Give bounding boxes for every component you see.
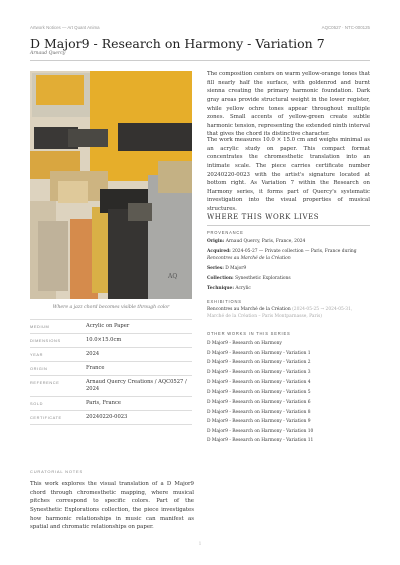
acquired-label: Acquired:: [207, 249, 231, 254]
other-work-link[interactable]: D Major9 - Research on Harmony - Variation 5: [207, 390, 311, 395]
spec-label: YEAR: [30, 352, 43, 358]
breadcrumb: Artwork Notices — Art Quant Anima: [30, 25, 100, 30]
artist-name: Arnaud Quercy: [30, 51, 66, 56]
spec-value: 2024: [86, 351, 100, 358]
svg-text:AQ: AQ: [168, 273, 178, 280]
header-divider: [30, 60, 370, 61]
collection-label: Collection:: [207, 276, 234, 281]
exhibition-detail: (2024-05-25 → 2024-05-31, Marché de la Création – Paris Montparnasse, Paris): [207, 307, 353, 319]
curatorial-notes-text: This work explores the visual translation of a D Major9 chord through chromesthetic mapping, where musical pitches correspond to specific colors. Part of the Synesthetic Explorations collection, the piece investigates how harmonic relationships in music can manifest as spatial and chromatic relationships on paper.: [30, 481, 194, 531]
spec-row: [30, 396, 192, 410]
artwork-caption: Where a jazz chord becomes visible through color: [52, 305, 170, 310]
acquired-event: Rencontres au Marché de la Création: [207, 255, 291, 261]
technique-value: Acrylic: [235, 286, 251, 291]
spec-label: DIMENSIONS: [30, 338, 61, 344]
other-work-link[interactable]: D Major9 - Research on Harmony - Variation 3: [207, 370, 311, 375]
other-work-link[interactable]: D Major9 - Research on Harmony - Variation 10: [207, 429, 314, 434]
spec-value: Paris, France: [86, 400, 121, 407]
spec-label: ORIGIN: [30, 366, 48, 372]
other-work-link[interactable]: D Major9 - Research on Harmony - Variation 9: [207, 419, 311, 424]
provenance-origin: [207, 239, 370, 246]
spec-value: Arnaud Quercy Creations / AQC0527 / 2024: [86, 379, 187, 393]
spec-table: [30, 319, 192, 425]
spec-label: REFERENCE: [30, 380, 60, 386]
description-paragraph: The composition centers on warm yellow-orange tones that fill nearly half the surface, with goldenrod and burnt sienna creating the primary harmonic foundation. Dark gray areas provide structural weight in the lower register, while yellow ochre tones appear throughout multiple zones. Small accents of yellow-green create subtle harmonic tension, representing the extended ninth interval that gives the chord its distinctive character.: [207, 71, 370, 138]
provenance-heading: PROVENANCE: [207, 230, 244, 235]
page-number: 1: [198, 542, 202, 547]
spec-row: [30, 375, 192, 396]
spec-row: [30, 361, 192, 375]
spec-row: [30, 410, 192, 425]
spec-row: [30, 333, 192, 347]
exhibition-name: Rencontres au Marché de la Création: [207, 307, 291, 312]
curatorial-notes-heading: CURATORIAL NOTES: [30, 469, 83, 474]
spec-label: CERTIFICATE: [30, 415, 62, 421]
spec-label: MEDIUM: [30, 324, 50, 329]
spec-value: 20240220-0023: [86, 414, 128, 421]
spec-value: 10.0×15.0cm: [86, 337, 122, 344]
spec-value: France: [86, 365, 105, 372]
other-work-link[interactable]: D Major9 - Research on Harmony - Variation 8: [207, 410, 311, 415]
exhibition-entry: [207, 307, 370, 321]
origin-value: Arnaud Quercy, Paris, France, 2024: [225, 239, 306, 244]
provenance-collection: [207, 276, 370, 283]
collection-value: Synesthetic Explorations: [235, 276, 291, 281]
other-work-link[interactable]: D Major9 - Research on Harmony: [207, 341, 282, 346]
series-value: D Major9: [225, 266, 247, 271]
page-title: D Major9 - Research on Harmony - Variation 7: [30, 36, 325, 51]
provenance-series: [207, 266, 370, 273]
where-lives-heading: WHERE THIS WORK LIVES: [207, 213, 320, 221]
other-work-link[interactable]: D Major9 - Research on Harmony - Variation 1: [207, 351, 311, 356]
spec-row: [30, 347, 192, 361]
artwork-image: [30, 71, 192, 299]
spec-label: SOLD: [30, 401, 43, 407]
other-work-link[interactable]: D Major9 - Research on Harmony - Variation 6: [207, 400, 311, 405]
description-paragraph: The work measures 10.0 × 15.0 cm and weighs minimal as an acrylic study on paper. This compact format concentrates the chromesthetic translation into an intimate scale. The piece carries certificate number 20240220-0023 with the artist's signature located at bottom right. As Variation 7 within the Research on Harmony series, it forms part of Quercy's systematic investigation into the visual properties of musical structures.: [207, 137, 370, 213]
acquired-value: 2024-05-27 — Private collection — Paris, France during: [232, 249, 357, 254]
other-work-link[interactable]: D Major9 - Research on Harmony - Variation 4: [207, 380, 311, 385]
other-work-link[interactable]: D Major9 - Research on Harmony - Variation 11: [207, 438, 314, 443]
other-work-link[interactable]: D Major9 - Research on Harmony - Variation 2: [207, 360, 311, 365]
spec-value: Acrylic on Paper: [86, 323, 130, 329]
technique-label: Technique:: [207, 286, 234, 291]
notice-code: AQC0527 · NTC-000125: [321, 25, 370, 30]
spec-row: [30, 319, 192, 333]
provenance-acquired: [207, 249, 370, 263]
provenance-technique: [207, 286, 370, 293]
section-divider: [207, 225, 370, 226]
other-works-heading: OTHER WORKS IN THIS SERIES: [207, 331, 291, 336]
exhibitions-heading: EXHIBITIONS: [207, 299, 242, 304]
page-header: [30, 25, 370, 30]
origin-label: Origin:: [207, 239, 225, 244]
series-label: Series:: [207, 266, 224, 271]
